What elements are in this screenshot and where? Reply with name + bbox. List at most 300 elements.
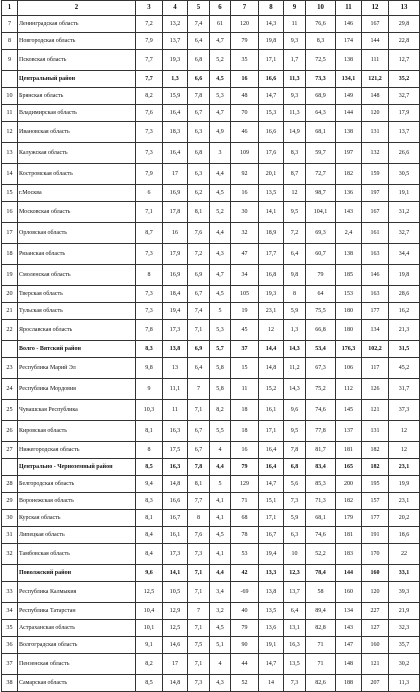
value-cell: 71 (306, 637, 336, 654)
value-cell: 138 (336, 50, 362, 71)
value-cell: 136 (336, 185, 362, 202)
row-number: 10 (2, 88, 18, 105)
value-cell: 10,5 (163, 582, 188, 603)
value-cell: 39,3 (389, 582, 420, 603)
table-row (2, 223, 420, 244)
row-number: 30 (2, 510, 18, 527)
value-cell: 90 (231, 637, 259, 654)
value-cell: 8,2 (136, 654, 163, 675)
value-cell: 8,1 (136, 421, 163, 442)
row-number: 28 (2, 476, 18, 493)
value-cell: 6,4 (188, 33, 210, 50)
region-name: Московская область (18, 202, 136, 223)
column-header: 11 (336, 1, 362, 16)
value-cell: 17,5 (163, 442, 188, 459)
value-cell: 145 (336, 400, 362, 421)
value-cell: 48 (231, 88, 259, 105)
value-cell: 76,6 (306, 16, 336, 33)
value-cell: 22 (389, 544, 420, 565)
value-cell: 45 (231, 320, 259, 341)
value-cell: 4,1 (210, 544, 231, 565)
table-row (2, 303, 420, 320)
value-cell: 163 (362, 286, 389, 303)
value-cell: 132 (362, 143, 389, 164)
table-row (2, 379, 420, 400)
value-cell: 167 (362, 16, 389, 33)
value-cell: 16,2 (389, 303, 420, 320)
value-cell: 9,1 (136, 637, 163, 654)
value-cell: 92 (231, 164, 259, 185)
value-cell: 13,7 (163, 33, 188, 50)
value-cell: 21,3 (389, 320, 420, 341)
value-cell: 28,6 (389, 286, 420, 303)
value-cell: 17,1 (259, 510, 284, 527)
value-cell: 19,4 (163, 303, 188, 320)
value-cell: 26,6 (389, 143, 420, 164)
value-cell: 3,4 (210, 582, 231, 603)
value-cell: 15,3 (259, 105, 284, 122)
value-cell: 117 (362, 358, 389, 379)
value-cell: 4,4 (210, 164, 231, 185)
column-header: 2 (18, 1, 136, 16)
value-cell: 144 (336, 105, 362, 122)
row-number: 19 (2, 265, 18, 286)
value-cell: 17,8 (163, 202, 188, 223)
value-cell: 7,1 (188, 400, 210, 421)
value-cell: 11 (163, 400, 188, 421)
value-cell: 195 (362, 476, 389, 493)
value-cell: 159 (362, 164, 389, 185)
value-cell: 10,4 (136, 603, 163, 620)
value-cell: 12 (284, 185, 306, 202)
value-cell: 180 (336, 320, 362, 341)
value-cell: 18,4 (163, 286, 188, 303)
value-cell: 8,2 (136, 88, 163, 105)
value-cell: 11,3 (284, 105, 306, 122)
value-cell: 121,2 (362, 71, 389, 88)
value-cell: 17,9 (389, 105, 420, 122)
value-cell: 7,6 (188, 223, 210, 244)
value-cell: 17,6 (259, 143, 284, 164)
value-cell: 6,3 (188, 122, 210, 143)
value-cell: 8,5 (136, 675, 163, 692)
region-name: Поволжский район (18, 565, 136, 582)
value-cell: 14,8 (259, 358, 284, 379)
value-cell: 4,4 (210, 565, 231, 582)
value-cell: 112 (336, 379, 362, 400)
value-cell: 7 (188, 603, 210, 620)
value-cell: 13 (163, 358, 188, 379)
row-number: 8 (2, 33, 18, 50)
value-cell: 16,1 (163, 527, 188, 544)
value-cell: 7,1 (136, 202, 163, 223)
value-cell: 160 (336, 582, 362, 603)
value-cell: 4,1 (210, 510, 231, 527)
value-cell: 9,5 (284, 202, 306, 223)
column-header: 6 (210, 1, 231, 16)
value-cell: 7,6 (136, 105, 163, 122)
value-cell: 7,3 (136, 122, 163, 143)
value-cell: 16,4 (163, 143, 188, 164)
value-cell: 16,6 (259, 122, 284, 143)
value-cell: 4 (210, 654, 231, 675)
value-cell: 7,3 (188, 544, 210, 565)
value-cell: 79 (231, 620, 259, 637)
value-cell: 33,1 (389, 565, 420, 582)
value-cell: 4,7 (210, 33, 231, 50)
value-cell: 4,1 (210, 493, 231, 510)
value-cell: 23,1 (389, 459, 420, 476)
value-cell: 7,1 (188, 320, 210, 341)
row-number: 17 (2, 223, 18, 244)
row-number: 36 (2, 637, 18, 654)
value-cell: 69,3 (306, 223, 336, 244)
value-cell: 31,7 (389, 379, 420, 400)
value-cell: 12,3 (284, 565, 306, 582)
value-cell: 5,8 (210, 358, 231, 379)
value-cell: 104,1 (306, 202, 336, 223)
value-cell: 182 (336, 493, 362, 510)
value-cell: 4,5 (210, 620, 231, 637)
value-cell: 14,3 (284, 341, 306, 358)
value-cell: 32,3 (389, 620, 420, 637)
value-cell: 170 (362, 544, 389, 565)
value-cell: 8,1 (136, 510, 163, 527)
value-cell: 7,4 (188, 16, 210, 33)
value-cell: 7,3 (136, 286, 163, 303)
value-cell: 72,7 (306, 164, 336, 185)
value-cell: 6,7 (188, 442, 210, 459)
row-number: 34 (2, 603, 18, 620)
value-cell: 31,5 (389, 341, 420, 358)
value-cell: 16,4 (259, 442, 284, 459)
row-number: 11 (2, 105, 18, 122)
value-cell: 71 (231, 493, 259, 510)
column-header: 9 (284, 1, 306, 16)
row-number: 15 (2, 185, 18, 202)
table-row (2, 493, 420, 510)
value-cell: 83,4 (306, 459, 336, 476)
value-cell: 19,3 (163, 50, 188, 71)
row-number: 18 (2, 244, 18, 265)
row-number: 21 (2, 303, 18, 320)
value-cell: 18,9 (259, 223, 284, 244)
row-number: 14 (2, 164, 18, 185)
value-cell: 60,7 (306, 244, 336, 265)
value-cell: 14,9 (284, 122, 306, 143)
region-name: Ивановская область (18, 122, 136, 143)
region-name: Кировская область (18, 421, 136, 442)
value-cell: 68,1 (306, 510, 336, 527)
value-cell: 18,3 (163, 122, 188, 143)
value-cell: 7,8 (284, 442, 306, 459)
value-cell: 5,1 (210, 637, 231, 654)
region-name: Орловская область (18, 223, 136, 244)
value-cell: 148 (362, 88, 389, 105)
value-cell: 7,3 (284, 493, 306, 510)
value-cell: 35,2 (389, 71, 420, 88)
value-cell: 147 (336, 637, 362, 654)
value-cell: 160 (362, 637, 389, 654)
value-cell: 37 (231, 341, 259, 358)
value-cell: 10,1 (136, 620, 163, 637)
value-cell: 16,3 (163, 421, 188, 442)
row-number: 9 (2, 50, 18, 71)
value-cell: 44 (231, 654, 259, 675)
value-cell: 16,9 (163, 265, 188, 286)
value-cell: 4,4 (210, 223, 231, 244)
value-cell: 8 (188, 510, 210, 527)
value-cell: 8,3 (306, 33, 336, 50)
value-cell: 11,1 (163, 379, 188, 400)
value-cell: 149 (336, 88, 362, 105)
value-cell: 12,7 (389, 50, 420, 71)
value-cell: 181 (336, 527, 362, 544)
value-cell: 68 (231, 510, 259, 527)
value-cell: 79 (231, 33, 259, 50)
value-cell: 7,1 (188, 582, 210, 603)
value-cell: 30 (231, 202, 259, 223)
value-cell: 4,5 (210, 527, 231, 544)
table-row (2, 527, 420, 544)
value-cell: 6,8 (284, 459, 306, 476)
table-row (2, 400, 420, 421)
value-cell: 82,8 (306, 620, 336, 637)
value-cell: 16,3 (284, 637, 306, 654)
value-cell: 5,6 (284, 476, 306, 493)
value-cell: 17,9 (163, 244, 188, 265)
value-cell: 68,1 (306, 122, 336, 143)
table-row (2, 244, 420, 265)
value-cell: 70 (231, 105, 259, 122)
value-cell: 11 (231, 379, 259, 400)
value-cell: 8,3 (136, 493, 163, 510)
value-cell: 143 (336, 620, 362, 637)
value-cell: 13,3 (259, 565, 284, 582)
value-cell: 35 (231, 50, 259, 71)
value-cell: 7,2 (188, 244, 210, 265)
region-row (2, 341, 420, 358)
value-cell: 144 (362, 33, 389, 50)
value-cell: 19,9 (389, 476, 420, 493)
value-cell: 111 (362, 50, 389, 71)
value-cell: 131 (362, 122, 389, 143)
table-row (2, 105, 420, 122)
value-cell: 105 (231, 286, 259, 303)
region-name: Тульская область (18, 303, 136, 320)
value-cell: 19 (231, 303, 259, 320)
value-cell: 6,7 (188, 286, 210, 303)
value-cell: 7,6 (188, 527, 210, 544)
value-cell: 40 (231, 603, 259, 620)
value-cell: 174 (336, 33, 362, 50)
value-cell: 61 (210, 16, 231, 33)
value-cell: 7,3 (136, 244, 163, 265)
value-cell: 5 (210, 476, 231, 493)
value-cell: 16,4 (259, 459, 284, 476)
value-cell: 16 (231, 442, 259, 459)
row-number: 22 (2, 320, 18, 341)
value-cell: 17,7 (259, 244, 284, 265)
value-cell: 21,9 (389, 603, 420, 620)
row-number: 12 (2, 122, 18, 143)
value-cell: 7,7 (136, 71, 163, 88)
row-number (2, 71, 18, 88)
value-cell: 179 (336, 510, 362, 527)
value-cell: 176,3 (336, 341, 362, 358)
table-row (2, 442, 420, 459)
column-header: 8 (259, 1, 284, 16)
value-cell: 9,8 (136, 358, 163, 379)
value-cell: 180 (336, 303, 362, 320)
value-cell: 11 (284, 16, 306, 33)
value-cell: 146 (336, 16, 362, 33)
table-row (2, 164, 420, 185)
value-cell: 5,7 (210, 341, 231, 358)
value-cell: 9,5 (284, 421, 306, 442)
value-cell: 98,7 (306, 185, 336, 202)
value-cell: 17,1 (259, 421, 284, 442)
table-row (2, 286, 420, 303)
table-row (2, 510, 420, 527)
column-header: 1 (2, 1, 18, 16)
table-row (2, 122, 420, 143)
value-cell: 188 (336, 675, 362, 692)
value-cell: 11,2 (284, 358, 306, 379)
table-row (2, 582, 420, 603)
value-cell: 19,3 (259, 286, 284, 303)
value-cell: 7,1 (188, 565, 210, 582)
value-cell: 81,7 (306, 442, 336, 459)
row-number: 32 (2, 544, 18, 565)
value-cell: 7,4 (188, 303, 210, 320)
value-cell: 82,6 (306, 675, 336, 692)
row-number: 31 (2, 527, 18, 544)
value-cell: 7,1 (188, 620, 210, 637)
value-cell: 143 (336, 202, 362, 223)
region-name: Республика Марий Эл (18, 358, 136, 379)
value-cell: 23,1 (389, 493, 420, 510)
value-cell: 6,4 (284, 244, 306, 265)
value-cell: 32,7 (389, 88, 420, 105)
value-cell: 6,7 (188, 421, 210, 442)
region-name: Брянская область (18, 88, 136, 105)
value-cell: 17,1 (259, 50, 284, 71)
table-row (2, 675, 420, 692)
value-cell: 78,4 (306, 565, 336, 582)
value-cell: 197 (362, 185, 389, 202)
value-cell: 8,1 (188, 476, 210, 493)
value-cell: 7,1 (188, 654, 210, 675)
value-cell: 134 (336, 603, 362, 620)
value-cell: 16,6 (163, 493, 188, 510)
value-cell: 6,3 (188, 164, 210, 185)
value-cell: 13,5 (284, 654, 306, 675)
value-cell: 17,3 (163, 544, 188, 565)
value-cell: 12,5 (136, 582, 163, 603)
row-number: 29 (2, 493, 18, 510)
value-cell: 7,3 (136, 303, 163, 320)
value-cell: 73,3 (306, 71, 336, 88)
region-name: Ленинградская область (18, 16, 136, 33)
value-cell: 7,9 (136, 33, 163, 50)
value-cell: 34 (231, 265, 259, 286)
value-cell: 19,1 (389, 185, 420, 202)
column-header: 12 (362, 1, 389, 16)
value-cell: 182 (362, 459, 389, 476)
value-cell: 11,3 (284, 71, 306, 88)
value-cell: 52 (231, 675, 259, 692)
value-cell: 14,6 (163, 637, 188, 654)
value-cell: 8,7 (284, 164, 306, 185)
column-header: 13 (389, 1, 420, 16)
value-cell: 167 (362, 202, 389, 223)
value-cell: 67,3 (306, 358, 336, 379)
region-name: Самарская область (18, 675, 136, 692)
value-cell: 13,8 (163, 341, 188, 358)
row-number: 33 (2, 582, 18, 603)
value-cell: 13,7 (389, 122, 420, 143)
value-cell: 75,5 (306, 303, 336, 320)
value-cell: 3 (210, 143, 231, 164)
value-cell: 6,9 (188, 265, 210, 286)
value-cell: 1,3 (284, 320, 306, 341)
value-cell: 85,3 (306, 476, 336, 493)
value-cell: 7,8 (188, 459, 210, 476)
value-cell: 9,8 (284, 265, 306, 286)
value-cell: 64,3 (306, 105, 336, 122)
value-cell: 79 (306, 265, 336, 286)
region-name: Республика Калмыкия (18, 582, 136, 603)
value-cell: 12,5 (163, 620, 188, 637)
region-name: Республика Мордовия (18, 379, 136, 400)
value-cell: 7 (188, 379, 210, 400)
value-cell: 131 (362, 421, 389, 442)
region-name: Центрально - Черноземный район (18, 459, 136, 476)
value-cell: 161 (362, 223, 389, 244)
table-row (2, 143, 420, 164)
value-cell: 13,8 (259, 582, 284, 603)
header-row (2, 1, 420, 16)
value-cell: 6 (136, 185, 163, 202)
region-name: Тамбовская область (18, 544, 136, 565)
row-number (2, 565, 18, 582)
table-row (2, 421, 420, 442)
value-cell: 8,2 (210, 400, 231, 421)
region-name: Волгоградская область (18, 637, 136, 654)
value-cell: 8,3 (136, 341, 163, 358)
value-cell: 4,3 (210, 244, 231, 265)
value-cell: 9,3 (284, 33, 306, 50)
value-cell: 120 (231, 16, 259, 33)
region-name: Чувашская Республика (18, 400, 136, 421)
value-cell: 10 (284, 544, 306, 565)
row-number: 16 (2, 202, 18, 223)
value-cell: 19,1 (259, 637, 284, 654)
value-cell: 146 (362, 265, 389, 286)
value-cell: 68,9 (306, 88, 336, 105)
value-cell: 185 (336, 265, 362, 286)
value-cell: 2,4 (336, 223, 362, 244)
value-cell: 23,1 (259, 303, 284, 320)
value-cell: 181 (336, 442, 362, 459)
value-cell: 14 (259, 675, 284, 692)
value-cell: 207 (362, 675, 389, 692)
value-cell: 9,4 (136, 476, 163, 493)
value-cell: 45,2 (389, 358, 420, 379)
region-row (2, 71, 420, 88)
value-cell: -69 (231, 582, 259, 603)
